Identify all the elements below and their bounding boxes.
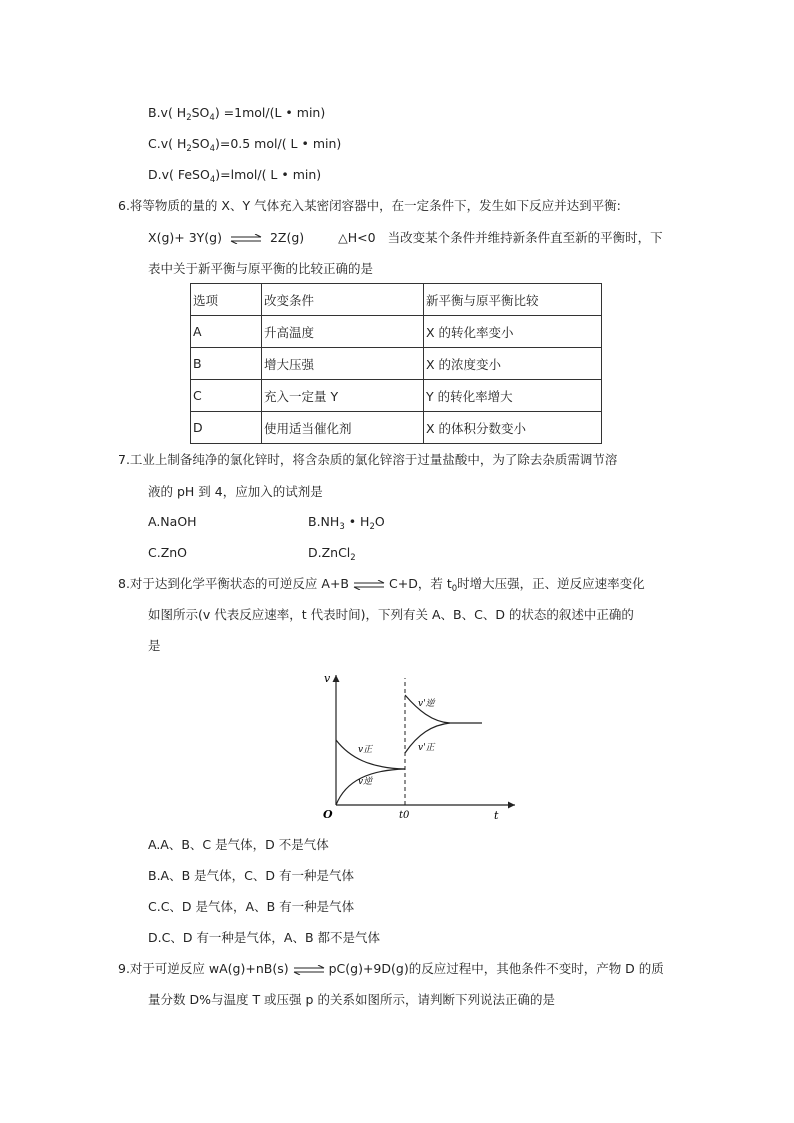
q8-stem-line2: 如图所示(v 代表反应速率，t 代表时间)，下列有关 A、B、C、D 的状态的叙述中正确的 bbox=[148, 607, 634, 622]
q8-rate-time-chart bbox=[310, 670, 520, 823]
table-row bbox=[191, 316, 602, 348]
q7-option-b: $B.NH_3$ • $H_2O$ bbox=[308, 514, 385, 532]
q8-option-c: C.C、D 是气体，A、B 有一种是气体 bbox=[148, 899, 355, 914]
chart-svg bbox=[310, 670, 520, 820]
q7-stem-line1: 7.工业上制备纯净的氯化锌时，将含杂质的氯化锌溶于过量盐酸中，为了除去杂质需调节溶 bbox=[118, 452, 618, 467]
q7-stem-line2: 液的 pH 到 4，应加入的试剂是 bbox=[148, 484, 323, 499]
series-label-v-reverse: v逆 bbox=[358, 777, 373, 787]
q7-option-c: C.ZnO bbox=[148, 545, 188, 560]
q6-equation-line: X(g)+ 3Y(g) 2Z(g) △H<0 当改变某个条件并维持新条件直至新的平衡时，下 bbox=[148, 230, 663, 245]
t0-tick-label: t0 bbox=[399, 810, 410, 820]
table-row bbox=[191, 348, 602, 380]
table-cell: A bbox=[191, 316, 262, 348]
q8-option-b: B.A、B 是气体，C、D 有一种是气体 bbox=[148, 868, 354, 883]
table-header-cell: 新平衡与原平衡比较 bbox=[424, 284, 602, 316]
table-cell: 增大压强 bbox=[262, 348, 424, 380]
y-axis-label: v bbox=[324, 672, 331, 685]
equilibrium-arrow-icon bbox=[292, 965, 326, 975]
table-row bbox=[191, 380, 602, 412]
table-cell: D bbox=[191, 412, 262, 444]
q5-option-b: B.v( $H_2SO_4) =1mol/(L$ • min) bbox=[148, 105, 326, 123]
table-cell: X 的转化率变小 bbox=[424, 316, 602, 348]
table-cell: 使用适当催化剂 bbox=[262, 412, 424, 444]
series-label-v-forward-prime: v'正 bbox=[418, 743, 435, 753]
table-header-cell: 改变条件 bbox=[262, 284, 424, 316]
equilibrium-arrow-icon bbox=[229, 234, 263, 244]
table-row bbox=[191, 412, 602, 444]
q8-option-a: A.A、B、C 是气体，D 不是气体 bbox=[148, 837, 329, 852]
table-header-row bbox=[191, 284, 602, 316]
table-cell: Y 的转化率增大 bbox=[424, 380, 602, 412]
q8-option-d: D.C、D 有一种是气体，A、B 都不是气体 bbox=[148, 930, 381, 945]
q6-stem-line3: 表中关于新平衡与原平衡的比较正确的是 bbox=[148, 261, 374, 276]
q5-option-c: C.v( $H_2SO_4)=0.5$ mol/( L • min) bbox=[148, 136, 342, 154]
table-cell: B bbox=[191, 348, 262, 380]
table-header-cell: 选项 bbox=[191, 284, 262, 316]
origin-label: O bbox=[323, 808, 333, 820]
q9-stem-line2: 量分数 D%与温度 T 或压强 p 的关系如图所示，请判断下列说法正确的是 bbox=[148, 992, 555, 1007]
series-v-reverse-curve bbox=[336, 769, 405, 805]
table-cell: X 的体积分数变小 bbox=[424, 412, 602, 444]
q5-option-d: D.v( FeSO$_4$)=lmol/( L • min) bbox=[148, 167, 322, 185]
table-cell: X 的浓度变小 bbox=[424, 348, 602, 380]
table-cell: C bbox=[191, 380, 262, 412]
x-axis-label: t bbox=[494, 809, 499, 820]
equilibrium-arrow-icon bbox=[352, 580, 386, 590]
table-cell: 充入一定量 Y bbox=[262, 380, 424, 412]
q9-stem-line1: 9.对于可逆反应 wA(g)+nB(s) pC(g)+9D(g)的反应过程中，其他条件不变时，产物 D 的质 bbox=[118, 961, 664, 976]
q8-stem-line1: 8.对于达到化学平衡状态的可逆反应 A+B C+D，若 $t_0$时增大压强，正、逆反应速率变化 bbox=[118, 576, 645, 594]
q7-option-d: D.ZnCl$_2$ bbox=[308, 545, 356, 563]
q7-option-a: A.NaOH bbox=[148, 514, 197, 529]
q6-stem-line1: 6.将等物质的量的 X、Y 气体充入某密闭容器中，在一定条件下，发生如下反应并达到平衡: bbox=[118, 198, 621, 213]
q8-stem-line3: 是 bbox=[148, 638, 161, 653]
table-cell: 升高温度 bbox=[262, 316, 424, 348]
q6-options-table bbox=[190, 283, 602, 444]
series-label-v-forward: v正 bbox=[358, 745, 373, 755]
series-label-v-reverse-prime: v'逆 bbox=[418, 699, 435, 709]
